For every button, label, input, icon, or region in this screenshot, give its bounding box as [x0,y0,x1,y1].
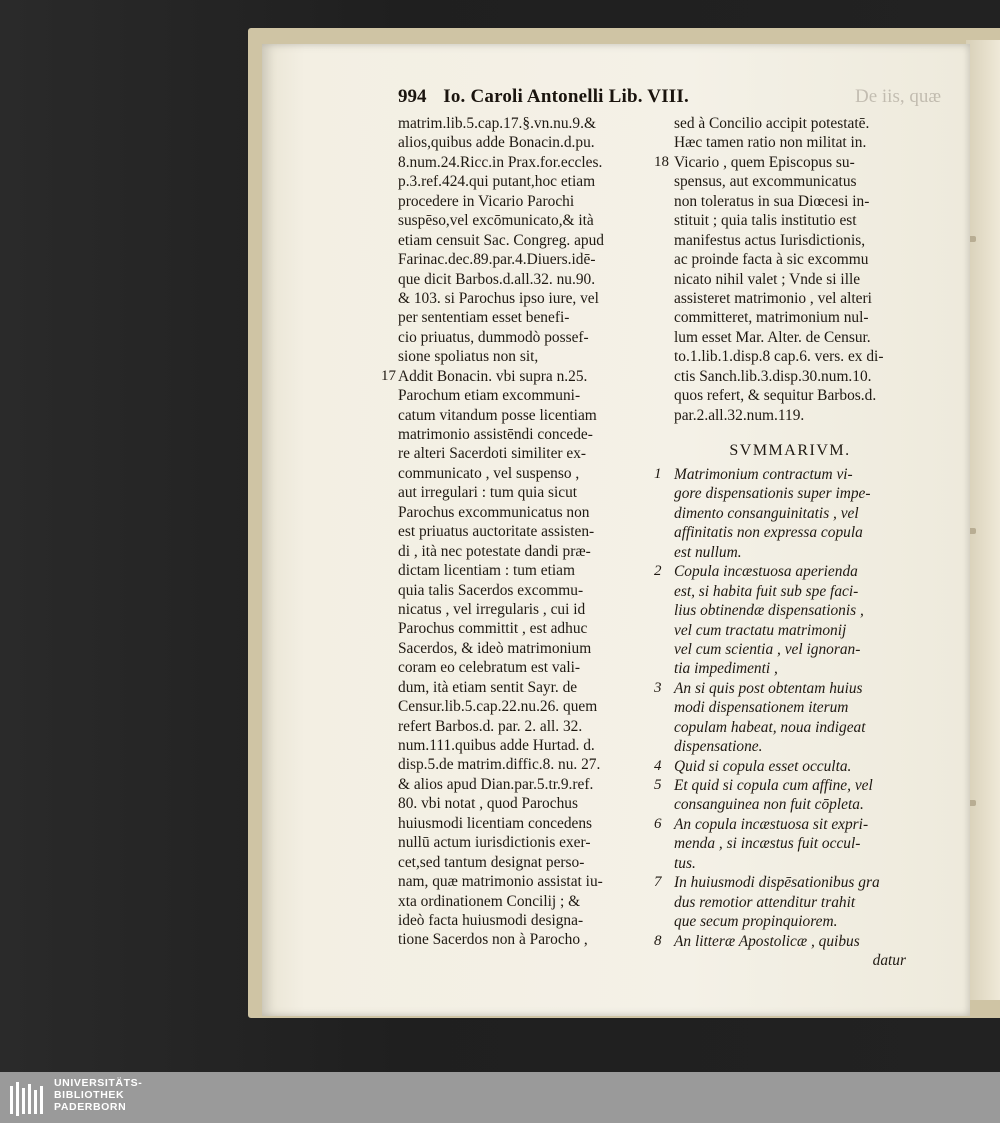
text-line [398,270,653,289]
line-text: alios,quibus adde Bonacin.d.pu. [398,134,595,152]
line-text: quia talis Sacerdos excommu- [398,581,584,599]
line-text: tia impedimenti , [674,660,778,678]
text-line [674,133,906,152]
line-text: An copula incæstuosa sit expri- [674,815,869,833]
line-text: vel cum scientia , vel ignoran- [674,640,861,658]
library-name [54,1077,254,1119]
text-line [398,853,653,872]
line-text: procedere in Vicario Parochi [398,192,575,210]
text-line [398,736,653,755]
text-line [398,425,653,444]
line-text: matrimonio assistēndi concede- [398,426,593,443]
line-text: que dicit Barbos.d.all.32. nu.90. [398,270,596,288]
text-line [398,542,653,561]
facing-page-edge [966,40,1000,1000]
section-number: 6 [654,815,662,832]
line-text: tione Sacerdos non à Parocho , [398,931,588,949]
text-line [398,153,653,172]
line-text: nicato nihil valet ; Vnde si ille [674,270,861,288]
running-title: Io. Caroli Antonelli Lib. VIII. [443,86,689,107]
text-line [398,794,653,813]
line-text: to.1.lib.1.disp.8 cap.6. vers. ex di- [674,348,884,366]
text-line [674,834,906,853]
text-line [398,192,653,211]
text-line [654,932,906,951]
text-line [398,464,653,483]
line-text: 8.num.24.Ricc.in Prax.for.eccles. [398,153,603,171]
line-text: catum vitandum posse licentiam [398,406,597,424]
text-line [398,561,653,580]
text-line [398,911,653,930]
line-text: coram eo celebratum est vali- [398,659,581,677]
text-line [398,892,653,911]
text-line [654,815,906,834]
text-line [398,289,653,308]
library-logo-icon [8,1080,48,1118]
section-number: 8 [654,932,662,949]
line-text: dimento consanguinitatis , vel [674,504,859,522]
right-body-text [654,114,906,425]
text-line [398,133,653,152]
line-text: num.111.quibus adde Hurtad. d. [398,737,595,754]
text-line [674,367,906,386]
text-line [674,737,906,756]
section-number: 5 [654,777,662,793]
line-text: committeret, matrimonium nul- [674,309,869,327]
text-line [674,795,906,814]
text-line [398,678,653,697]
line-text: Addit Bonacin. vbi supra n.25. [398,367,588,385]
line-text: sione spoliatus non sit, [398,348,539,366]
text-line [398,231,653,250]
line-text: Sacerdos, & ideò matrimonium [398,639,592,657]
text-line [674,347,906,366]
text-line [674,543,906,562]
line-text: est priuatus auctoritate assisten- [398,523,595,541]
text-line [398,172,653,191]
line-text: dictam licentiam : tum etiam [398,562,575,580]
line-text: p.3.ref.424.qui putant,hoc etiam [398,173,596,191]
line-text: suspēso,vel excōmunicato,& ità [398,212,594,230]
text-line [674,523,906,542]
line-text: tus. [674,854,696,872]
summary-heading: SVMMARIVM. [729,442,851,459]
line-text: 80. vbi notat , quod Parochus [398,795,578,813]
text-line [398,522,653,541]
line-text: communicato , vel suspenso , [398,464,580,482]
text-line [674,406,906,425]
text-line [674,250,906,269]
text-line [674,289,906,308]
section-number: 18 [654,153,669,170]
line-text: quos refert, & sequitur Barbos.d. [674,387,877,405]
summary-list [654,465,906,951]
line-text: menda , si incæstus fuit occul- [674,835,861,853]
text-line [674,386,906,405]
line-text: Farinac.dec.89.par.4.Diuers.idē- [398,251,596,269]
section-number: 4 [654,757,662,774]
text-line [674,308,906,327]
library-name-line: PADERBORN [54,1101,127,1113]
line-text: Matrimonium contractum vi- [674,466,853,483]
line-text: nicatus , vel irregularis , cui id [398,600,586,618]
line-text: assisteret matrimonio , vel alteri [674,289,872,307]
line-text: par.2.all.32.num.119. [674,406,805,424]
facing-running-title: De iis, quæ [855,86,942,107]
line-text: Parochum etiam excommuni- [398,387,581,405]
line-text: & alios apud Dian.par.5.tr.9.ref. [398,775,594,793]
text-line [674,621,906,640]
line-text: manifestus actus Iurisdictionis, [674,231,866,249]
text-line [398,581,653,600]
line-text: & 103. si Parochus ipso iure, vel [398,289,599,307]
line-text: cet,sed tantum designat perso- [398,853,585,871]
right-text-column [654,114,906,970]
text-line [398,930,653,949]
text-line [398,386,653,405]
text-line [674,114,906,133]
text-line [674,192,906,211]
line-text: disp.5.de matrim.diffic.8. nu. 27. [398,756,601,774]
line-text: spensus, aut excommunicatus [674,173,857,191]
line-text: consanguinea non fuit cōpleta. [674,796,864,814]
line-text: stituit ; quia talis institutio est [674,212,857,230]
text-line [654,873,906,892]
section-number: 1 [654,466,662,482]
text-line [674,328,906,347]
line-text: ac proinde facta à sic excommu [674,251,869,269]
line-text: dum, ità etiam sentit Sayr. de [398,678,578,696]
line-text: lum esset Mar. Alter. de Censur. [674,328,871,346]
line-text: non toleratus in sua Diœcesi in- [674,192,870,210]
text-line [674,211,906,230]
section-number: 2 [654,563,662,580]
catchword: datur [872,951,906,969]
line-text: di , ità nec potestate dandi præ- [398,542,591,560]
line-text: lius obtinendæ dispensationis , [674,602,864,620]
text-line [674,504,906,523]
line-text: cio priuatus, dummodò possef- [398,328,589,346]
library-name-line: BIBLIOTHEK [54,1089,125,1101]
text-line [398,775,653,794]
section-number: 7 [654,874,662,891]
text-line [674,231,906,250]
line-text: Quid si copula esset occulta. [674,757,852,775]
text-line [398,483,653,502]
text-line [674,718,906,737]
line-text: An litteræ Apostolicæ , quibus [674,932,860,950]
text-line [654,562,906,581]
text-line [674,582,906,601]
line-text: per sententiam esset benefi- [398,309,570,327]
line-text: Hæc tamen ratio non militat in. [674,134,867,152]
library-name-line: UNIVERSITÄTS- [54,1077,143,1089]
text-line [654,679,906,698]
line-text: dispensatione. [674,738,763,756]
line-text: refert Barbos.d. par. 2. all. 32. [398,717,583,735]
line-text: re alteri Sacerdoti similiter ex- [398,445,587,463]
text-line [381,367,653,386]
section-number: 17 [381,367,396,384]
text-line [674,854,906,873]
text-line [674,484,906,503]
line-text: nam, quæ matrimonio assistat iu- [398,873,603,891]
text-line [398,639,653,658]
line-text: dus remotior attenditur trahit [674,893,856,911]
text-line [398,619,653,638]
line-text: vel cum tractatu matrimonij [674,621,847,639]
text-line [674,601,906,620]
text-line [674,640,906,659]
line-text: Parochus committit , est adhuc [398,620,588,638]
line-text: modi dispensationem iterum [674,699,849,717]
text-line [398,250,653,269]
line-text: huiusmodi licentiam concedens [398,814,593,832]
line-text: que secum propinquiorem. [674,913,838,931]
line-text: Censur.lib.5.cap.22.nu.26. quem [398,698,598,716]
left-text-column [381,114,653,950]
text-line [398,755,653,774]
text-line [398,872,653,891]
page-number: 994 [398,86,427,107]
running-head [398,86,818,110]
line-text: etiam censuit Sac. Congreg. apud [398,231,605,249]
text-line [654,465,906,484]
text-line [398,833,653,852]
line-text: est, si habita fuit sub spe faci- [674,582,859,600]
line-text: nullū actum iurisdictionis exer- [398,834,591,852]
text-line [674,893,906,912]
text-line [674,172,906,191]
text-line [398,328,653,347]
line-text: ideò facta huiusmodi designa- [398,911,584,929]
text-line [654,153,906,172]
text-line [674,659,906,678]
section-number: 3 [654,679,662,696]
text-line [398,308,653,327]
text-line [398,697,653,716]
text-line [398,406,653,425]
text-line [398,347,653,366]
text-line [398,600,653,619]
text-line [674,912,906,931]
line-text: xta ordinationem Concilij ; & [398,892,581,910]
line-text: copulam habeat, noua indigeat [674,718,866,736]
line-text: sed à Concilio accipit potestatē. [674,115,870,132]
text-line [398,814,653,833]
text-line [398,211,653,230]
text-line [654,757,906,776]
text-line [654,776,906,795]
line-text: ctis Sanch.lib.3.disp.30.num.10. [674,367,872,385]
line-text: Parochus excommunicatus non [398,503,590,521]
line-text: aut irregulari : tum quia sicut [398,484,578,502]
line-text: est nullum. [674,543,742,561]
line-text: matrim.lib.5.cap.17.§.vn.nu.9.& [398,115,596,132]
line-text: In huiusmodi dispēsationibus gra [674,874,880,892]
text-line [398,444,653,463]
text-line [398,114,653,133]
line-text: An si quis post obtentam huius [674,679,863,697]
line-text: affinitatis non expressa copula [674,524,863,542]
text-line [398,717,653,736]
text-line [674,698,906,717]
text-line [398,503,653,522]
line-text: Vicario , quem Episcopus su- [674,153,855,171]
text-line [398,658,653,677]
line-text: Copula incæstuosa aperienda [674,563,858,581]
line-text: gore dispensationis super impe- [674,485,871,503]
text-line [674,270,906,289]
line-text: Et quid si copula cum affine, vel [674,777,873,794]
